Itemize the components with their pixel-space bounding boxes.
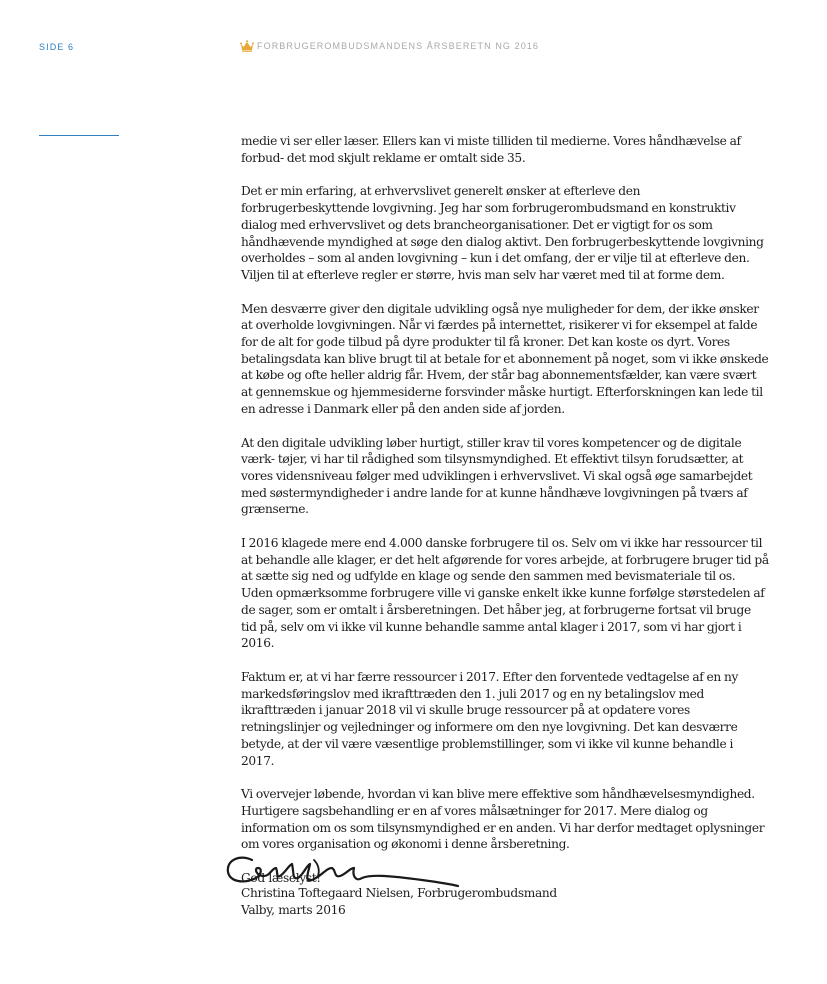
paragraph: At den digitale udvikling løber hurtigt, stiller krav til vores kompetencer og de digitale værk- tøjer, vi har til rådighed som tilsynsmyndighed. Et effektivt tilsyn forudsætter, at vores vidensniveau følger med udviklingen i erhvervslivet. Vi skal også øge samarbejdet med søstermyndigheder i andre lande for at kunne håndhæve lovgivningen på tværs af grænserne. [241,435,753,517]
paragraph: Det er min erfaring, at erhvervslivet generelt ønsker at efterleve den forbrugerbeskyttende lovgivning. Jeg har som forbrugerombudsmand en konstruktiv dialog med erhvervslivet og dets brancheorganisationer. Det er vigtigt for os som håndhævende myndighed at søge den dialog aktivt. Den forbrugerbeskyttende lovgivning overholdes – som al anden lovgivning – kun i det omfang, der er vilje til at efterleve den. Viljen til at efterleve regler er større, hvis man selv har været med til at forme dem. [241,184,764,282]
side-divider-rule [39,135,119,136]
paragraph: medie vi ser eller læser. Ellers kan vi miste tilliden til medierne. Vores håndhævelse af forbud- det mod skjult reklame er omtalt side 35. [241,134,741,165]
article-body [241,133,769,887]
running-header [240,40,539,52]
paragraph: Vi overvejer løbende, hvordan vi kan blive mere effektive som håndhævelsesmyndighed. Hurtigere sagsbehandling er en af vores målsætninger for 2017. Mere dialog og information om os som tilsynsmyndighed er en anden. Vi har derfor medtaget oplysninger om vores organisation og økonomi i denne årsberetning. [241,787,765,852]
place-date: Valby, marts 2016 [241,902,346,917]
paragraph: Men desværre giver den digitale udvikling også nye muligheder for dem, der ikke ønsker at overholde lovgivningen. Når vi færdes på internettet, risikerer vi for eksempel at falde for de alt for gode tilbud på dyre produkter til få kroner. Det kan koste os dyrt. Vores betalingsdata kan blive brugt til at betale for et abonnement på noget, som vi ikke ønskede at købe og ofte heller aldrig får. Hvem, der står bag abonnementsfælder, kan være svært at gennemskue og hjemmesiderne forsvinder måske hurtigt. Efterforskningen kan lede til en adresse i Danmark eller på den anden side af jorden. [241,301,769,416]
signer-name: Christina Toftegaard Nielsen, Forbrugerombudsmand [241,886,557,900]
running-title: FORBRUGEROMBUDSMANDENS ÅRSBERETN NG 2016 [257,41,540,51]
crown-icon [240,40,254,52]
paragraph: I 2016 klagede mere end 4.000 danske forbrugere til os. Selv om vi ikke har ressourcer til at behandle alle klager, er det helt afgørende for vores arbejde, at forbrugere bruger tid på at sætte sig ned og udfylde en klage og sende den sammen med bevismateriale til os. Uden opmærksomme forbrugere ville vi ganske enkelt ikke kunne forfølge størstedelen af de sager, som er omtalt i årsberetningen. Det håber jeg, at forbrugerne fortsat vil bruge tid på, selv om vi ikke vil kunne behandle samme antal klager i 2017, som vi har gjort i 2016. [241,536,769,651]
closing-greeting: God læselyst! [241,871,321,886]
signature-block [241,885,661,918]
paragraph: Faktum er, at vi har færre ressourcer i 2017. Efter den forventede vedtagelse af en ny markedsføringslov med ikrafttræden den 1. juli 2017 og en ny betalingslov med ikrafttræden i januar 2018 vil vi skulle bruge ressourcer på at opdatere vores retningslinjer og vejledninger og informere om den nye lovgivning. Det kan desværre betyde, at der vil være væsentlige problemstillinger, som vi ikke vil kunne behandle i 2017. [241,669,739,768]
page-number: SIDE 6 [39,42,75,52]
